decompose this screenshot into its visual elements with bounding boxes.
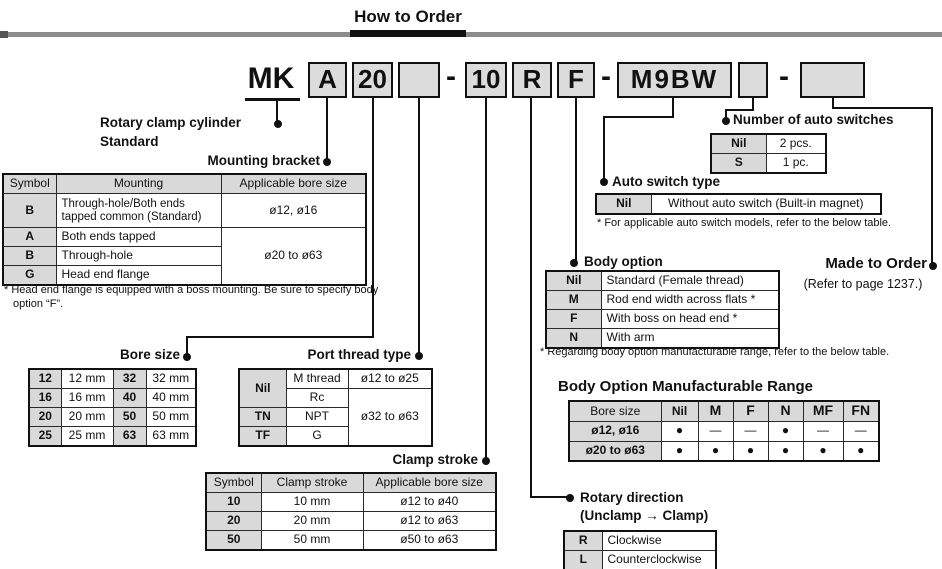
value-cell: 50 mm <box>146 408 196 427</box>
range-mark: — <box>843 421 879 441</box>
connector-line <box>672 98 674 118</box>
connector-line <box>832 107 933 109</box>
symbol-cell: M <box>546 291 601 310</box>
connector-line <box>530 98 532 498</box>
label-number-of-auto-switches: Number of auto switches <box>733 112 894 127</box>
label-auto-switch-type: Auto switch type <box>612 174 721 189</box>
value-cell: Both ends tapped <box>56 228 221 247</box>
symbol-cell: L <box>564 551 602 569</box>
label-bore-size: Bore size <box>119 347 180 362</box>
connector-dot <box>600 178 608 186</box>
value-cell: 10 mm <box>261 493 363 512</box>
row-label: ø20 to ø63 <box>569 441 661 461</box>
value-cell: M thread <box>286 369 348 389</box>
row-label: ø12, ø16 <box>569 421 661 441</box>
label-standard: Standard <box>100 134 159 149</box>
symbol-cell: Nil <box>546 271 601 291</box>
value-cell: Counterclockwise <box>602 551 716 569</box>
value-cell: 63 mm <box>146 427 196 447</box>
col-header: M <box>698 401 733 421</box>
separator-dash: - <box>446 60 456 93</box>
separator-dash: - <box>601 60 611 93</box>
label-made-to-order: Made to Order <box>825 255 927 272</box>
value-cell: 40 mm <box>146 389 196 408</box>
symbol-cell: R <box>564 531 602 551</box>
label-body-option: Body option <box>584 254 663 269</box>
header-rule <box>0 32 942 37</box>
value-cell: ø12 to ø63 <box>363 512 496 531</box>
value-cell: 1 pc. <box>766 154 826 174</box>
body-option-code-box: F <box>557 62 595 98</box>
value-cell: Head end flange <box>56 266 221 286</box>
connector-dot <box>415 352 423 360</box>
value-cell: NPT <box>286 408 348 427</box>
part-number-prefix: MK <box>247 62 295 95</box>
connector-dot <box>566 494 574 502</box>
connector-line <box>418 98 420 354</box>
mounting-bracket-table <box>2 173 367 286</box>
symbol-cell: B <box>3 194 56 228</box>
connector-line <box>530 496 568 498</box>
page-edge-mark <box>0 31 8 38</box>
bore-size-table <box>28 368 197 447</box>
value-cell: ø20 to ø63 <box>221 228 366 286</box>
bore-code-box: 20 <box>352 62 393 98</box>
symbol-cell: 50 <box>206 531 261 551</box>
stroke-code-box: 10 <box>465 62 507 98</box>
switch-qty-table <box>710 133 827 174</box>
symbol-cell: 32 <box>113 369 146 389</box>
value-cell: ø12 to ø25 <box>348 369 432 389</box>
symbol-cell: 16 <box>29 389 61 408</box>
symbol-cell: N <box>546 329 601 349</box>
made-to-order-code-box <box>800 62 865 98</box>
connector-line <box>575 98 577 260</box>
rotary-direction-table <box>563 530 717 569</box>
col-header: F <box>733 401 768 421</box>
range-mark: — <box>733 421 768 441</box>
col-header: Applicable bore size <box>221 174 366 194</box>
range-mark: ● <box>661 421 698 441</box>
value-cell: Through-hole <box>56 247 221 266</box>
connector-line <box>186 336 374 338</box>
value-cell: G <box>286 427 348 447</box>
connector-line <box>603 116 605 179</box>
label-port-thread-type: Port thread type <box>307 347 411 362</box>
label-rotary-direction: Rotary direction <box>580 490 684 505</box>
prefix-underline <box>245 98 300 101</box>
value-cell: 32 mm <box>146 369 196 389</box>
connector-line <box>485 98 487 459</box>
value-cell: Through-hole/Both ends tapped common (Standard) <box>56 194 221 228</box>
symbol-cell: 12 <box>29 369 61 389</box>
auto-switch-type-table <box>595 193 882 215</box>
col-header: Applicable bore size <box>363 473 496 493</box>
col-header: Symbol <box>3 174 56 194</box>
body-option-table <box>545 270 780 349</box>
rotary-code-box: R <box>512 62 552 98</box>
mounting-code-box: A <box>308 62 347 98</box>
value-cell: 12 mm <box>61 369 113 389</box>
symbol-cell: TF <box>239 427 286 447</box>
col-header: FN <box>843 401 879 421</box>
symbol-cell: F <box>546 310 601 329</box>
range-mark: ● <box>768 441 803 461</box>
label-rotary-direction-sub: (Unclamp → Clamp) <box>580 508 709 523</box>
mounting-footnote: * Head end flange is equipped with a boss mounting. Be sure to specify body option “F”. <box>4 284 379 310</box>
body-option-footnote: * Regarding body option manufacturable range, refer to the below table. <box>540 346 890 358</box>
range-mark: ● <box>843 441 879 461</box>
label-rotary-clamp-cylinder: Rotary clamp cylinder <box>100 115 242 130</box>
label-made-to-order-sub: (Refer to page 1237.) <box>803 277 923 291</box>
value-cell: 16 mm <box>61 389 113 408</box>
switch-qty-code-box <box>738 62 768 98</box>
range-mark: ● <box>768 421 803 441</box>
value-cell: Standard (Female thread) <box>601 271 779 291</box>
symbol-cell: 10 <box>206 493 261 512</box>
value-cell: Clockwise <box>602 531 716 551</box>
connector-dot <box>183 353 191 361</box>
connector-line <box>326 98 328 161</box>
col-header: MF <box>803 401 843 421</box>
symbol-cell: Nil <box>711 134 766 154</box>
value-cell: ø12, ø16 <box>221 194 366 228</box>
value-cell: 20 mm <box>261 512 363 531</box>
value-cell: 20 mm <box>61 408 113 427</box>
auto-switch-code-box: M9BW <box>617 62 732 98</box>
value-cell: Without auto switch (Built-in magnet) <box>651 194 881 214</box>
value-cell: With arm <box>601 329 779 349</box>
range-mark: ● <box>698 441 733 461</box>
symbol-cell: 20 <box>206 512 261 531</box>
connector-dot <box>323 158 331 166</box>
col-header: Clamp stroke <box>261 473 363 493</box>
symbol-cell: G <box>3 266 56 286</box>
symbol-cell: 50 <box>113 408 146 427</box>
range-mark: ● <box>661 441 698 461</box>
label-mounting-bracket: Mounting bracket <box>207 153 320 168</box>
value-cell: Rod end width across flats * <box>601 291 779 310</box>
range-mark: — <box>803 421 843 441</box>
value-cell: ø12 to ø40 <box>363 493 496 512</box>
connector-line <box>603 116 674 118</box>
col-header: Mounting <box>56 174 221 194</box>
connector-line <box>725 109 754 111</box>
connector-dot <box>929 262 937 270</box>
col-header: Bore size <box>569 401 661 421</box>
range-mark: ● <box>733 441 768 461</box>
value-cell: 2 pcs. <box>766 134 826 154</box>
symbol-cell: TN <box>239 408 286 427</box>
separator-dash: - <box>779 60 789 93</box>
connector-line <box>931 107 933 264</box>
symbol-cell: 40 <box>113 389 146 408</box>
col-header: Symbol <box>206 473 261 493</box>
auto-switch-footnote: * For applicable auto switch models, refer to the below table. <box>597 217 892 229</box>
value-cell: 50 mm <box>261 531 363 551</box>
value-cell: ø50 to ø63 <box>363 531 496 551</box>
range-table <box>568 400 880 462</box>
symbol-cell: Nil <box>239 369 286 408</box>
symbol-cell: S <box>711 154 766 174</box>
symbol-cell: Nil <box>596 194 651 214</box>
value-cell: Rc <box>286 389 348 408</box>
connector-dot <box>570 259 578 267</box>
title-underline <box>350 30 466 37</box>
range-mark: — <box>698 421 733 441</box>
symbol-cell: 25 <box>29 427 61 447</box>
connector-dot <box>722 117 730 125</box>
clamp-stroke-table <box>205 472 497 551</box>
value-cell: With boss on head end * <box>601 310 779 329</box>
symbol-cell: 20 <box>29 408 61 427</box>
connector-dot <box>482 457 490 465</box>
label-clamp-stroke: Clamp stroke <box>392 452 478 467</box>
value-cell: ø32 to ø63 <box>348 389 432 447</box>
symbol-cell: A <box>3 228 56 247</box>
page-title: How to Order <box>354 7 462 26</box>
range-table-title: Body Option Manufacturable Range <box>558 378 814 395</box>
range-mark: ● <box>803 441 843 461</box>
symbol-cell: B <box>3 247 56 266</box>
col-header: Nil <box>661 401 698 421</box>
value-cell: 25 mm <box>61 427 113 447</box>
symbol-cell: 63 <box>113 427 146 447</box>
port-thread-code-box <box>398 62 440 98</box>
port-thread-table <box>238 368 433 447</box>
connector-dot <box>274 120 282 128</box>
col-header: N <box>768 401 803 421</box>
